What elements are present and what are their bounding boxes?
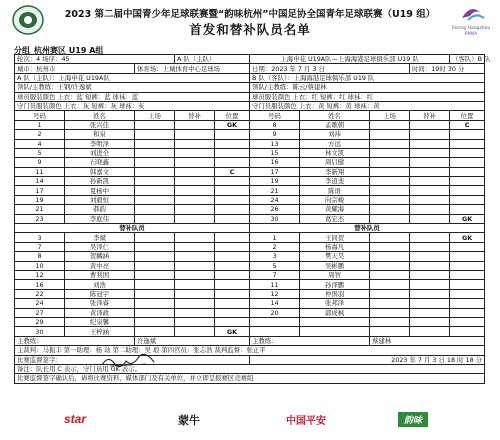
player-number: 19 [15, 195, 65, 204]
started-mark [135, 158, 175, 167]
started-mark [135, 130, 175, 139]
started-mark [370, 299, 410, 308]
player-name: 刘进全 [65, 148, 135, 157]
note-line: 备注：队长用 C 表示，守门员用 GK 表示。 [15, 364, 485, 373]
player-row [15, 280, 485, 289]
sub-mark [410, 158, 450, 167]
sub-mark [175, 252, 215, 261]
player-number: 14 [250, 299, 300, 308]
player-name: 王同贺 [300, 233, 370, 242]
started-mark [370, 317, 410, 326]
supervisor-label: 比赛监督签字： [15, 355, 250, 364]
player-position [450, 270, 485, 279]
player-name: 李明泽 [65, 139, 135, 148]
player-position [450, 148, 485, 157]
player-name: 吴彬鹏 [300, 261, 370, 270]
started-mark [370, 148, 410, 157]
player-number: 1 [250, 233, 300, 242]
started-mark [370, 167, 410, 176]
player-number: 26 [250, 205, 300, 214]
player-name: 韩嘉文 [65, 167, 135, 176]
signed-at: 2023 年 7 月 3 日 18 时 18 分 [250, 355, 485, 364]
sub-mark [410, 130, 450, 139]
player-name: 张兴佳 [65, 120, 135, 129]
col-sub-a: 替补 [175, 111, 215, 120]
sub-mark [175, 148, 215, 157]
started-mark [135, 280, 175, 289]
player-position [215, 158, 250, 167]
player-position [215, 148, 250, 157]
competition-title: 2023 第二届中国青少年足球联赛暨“韵味杭州”中国足协全国青年足球联赛（U19 组） [64, 9, 436, 20]
player-position [215, 261, 250, 270]
started-mark [370, 270, 410, 279]
player-position: C [215, 167, 250, 176]
sub-mark [410, 186, 450, 195]
sponsor-star-logo: star [64, 412, 87, 426]
player-name: 张邦泽 [300, 299, 370, 308]
col-sub-b: 替补 [410, 111, 450, 120]
officials-line: 主裁判：马振丰 第一助理：杨 劫 第二助理：吴 琅 第四官员：张志浩 裁判监督：张正平 [15, 346, 485, 355]
player-name: 曹利国 [65, 270, 135, 279]
player-row [15, 289, 485, 298]
team-a-leader: 领队/主教练：王钢/许逸斌 [15, 83, 250, 92]
team-a-kit: 球员服装颜色 上衣：蓝 短裤：蓝 球袜：蓝 [15, 92, 250, 101]
player-position [450, 130, 485, 139]
logo-right-sub: PAMA [464, 32, 478, 37]
player-number: 4 [15, 139, 65, 148]
player-position [215, 195, 250, 204]
started-mark [135, 233, 175, 242]
sub-mark [410, 280, 450, 289]
player-number: 29 [15, 317, 65, 326]
player-number: 5 [250, 261, 300, 270]
player-name: 黄中亮 [65, 261, 135, 270]
started-mark [370, 280, 410, 289]
sub-mark [410, 233, 450, 242]
player-position [450, 167, 485, 176]
player-name: 陈语 [300, 186, 370, 195]
started-mark [135, 327, 175, 336]
player-number: 22 [15, 289, 65, 298]
player-number: 12 [15, 270, 65, 279]
started-mark [135, 205, 175, 214]
player-position [215, 308, 250, 317]
player-name: 石晓鑫 [65, 158, 135, 167]
col-name-b: 姓名 [300, 111, 370, 120]
player-row [15, 317, 485, 326]
sub-mark [410, 308, 450, 317]
player-row [15, 299, 485, 308]
started-mark [370, 205, 410, 214]
sub-mark [175, 280, 215, 289]
sub-mark [175, 205, 215, 214]
player-position: C [450, 120, 485, 129]
col-name-a: 姓名 [65, 111, 135, 120]
started-mark [135, 167, 175, 176]
player-position [215, 130, 250, 139]
player-position [215, 270, 250, 279]
player-number [250, 317, 300, 326]
sub-mark [175, 270, 215, 279]
player-row [15, 261, 485, 270]
player-name: 陈冠宇 [65, 289, 135, 298]
player-number: 20 [250, 308, 300, 317]
sub-mark [175, 233, 215, 242]
player-name: 李斌 [65, 233, 135, 242]
player-row [15, 167, 485, 176]
player-position [450, 280, 485, 289]
sub-mark [175, 130, 215, 139]
started-mark [370, 308, 410, 317]
player-position [215, 205, 250, 214]
player-row [15, 177, 485, 186]
player-position [450, 289, 485, 298]
team-b-leader: 领队/主教练：陈云/蔡建林 [250, 83, 485, 92]
player-number: 27 [15, 308, 65, 317]
coach-a-name: 许逸斌 [135, 336, 250, 345]
player-name: 李新翔 [300, 167, 370, 176]
started-mark [135, 308, 175, 317]
player-name: 刘浩 [65, 280, 135, 289]
player-position [215, 177, 250, 186]
player-number: 2 [15, 130, 65, 139]
team-b-name: B 队（客队）：上海海港足球俱乐部 U19 队 [250, 73, 485, 82]
player-number: 8 [250, 120, 300, 129]
team-a-gk-kit: 守门员服装颜色 上衣：灰 短裤：灰 球袜：灰 [15, 101, 250, 110]
player-position [215, 214, 250, 223]
started-mark [135, 299, 175, 308]
player-number: 24 [15, 299, 65, 308]
player-position [450, 308, 485, 317]
player-number: 11 [15, 167, 65, 176]
player-name: 樊天昊 [300, 252, 370, 261]
player-position: GK [215, 120, 250, 129]
group-title: 分组_杭州赛区 U19 A组 [14, 46, 104, 55]
started-mark [135, 252, 175, 261]
player-number: 1 [15, 120, 65, 129]
sub-mark [410, 214, 450, 223]
player-number: 2 [250, 242, 300, 251]
player-position [215, 299, 250, 308]
player-row [15, 242, 485, 251]
player-position [450, 158, 485, 167]
player-name: 向宗峻 [300, 195, 370, 204]
player-position: GK [215, 327, 250, 336]
sub-mark [175, 167, 215, 176]
started-mark [370, 289, 410, 298]
player-name: 贺麟涵 [65, 252, 135, 261]
player-number: 3 [15, 233, 65, 242]
sub-mark [410, 270, 450, 279]
started-mark [370, 195, 410, 204]
started-mark [370, 139, 410, 148]
started-mark [135, 317, 175, 326]
player-position [450, 177, 485, 186]
team-a-name: A 队（主队）：上海申花 U19A队 [15, 73, 250, 82]
sub-mark [410, 242, 450, 251]
player-number: 19 [250, 177, 300, 186]
col-num-a: 号码 [15, 111, 65, 120]
player-number: 16 [250, 158, 300, 167]
player-number: 9 [250, 130, 300, 139]
sub-mark [410, 289, 450, 298]
player-name: 夏杨中 [65, 186, 135, 195]
player-name: 孟歌朝 [300, 120, 370, 129]
sponsor-pingan-logo: 中国平安 [286, 416, 326, 427]
started-mark [370, 158, 410, 167]
player-row [15, 327, 485, 336]
date-cell: 日期：2023 年 7 月 3 日 [250, 64, 410, 73]
sheet-title: 首发和替补队员名单 [189, 22, 311, 37]
city-cell: 城市：杭州市 [15, 64, 135, 73]
started-mark [370, 327, 410, 336]
col-on-b: 上场 [370, 111, 410, 120]
player-row [15, 139, 485, 148]
sub-mark [410, 252, 450, 261]
sub-mark [410, 205, 450, 214]
player-row [15, 308, 485, 317]
player-number: 16 [15, 280, 65, 289]
logo-right-text: Facing Hangzhou [451, 26, 491, 31]
sub-mark [410, 261, 450, 270]
player-name: 刘祎 [300, 130, 370, 139]
player-position [450, 299, 485, 308]
player-name: 周启健 [300, 158, 370, 167]
sub-mark [175, 308, 215, 317]
player-position [215, 186, 250, 195]
player-position [450, 261, 485, 270]
started-mark [135, 270, 175, 279]
player-row [15, 195, 485, 204]
started-mark [135, 148, 175, 157]
started-mark [370, 233, 410, 242]
player-number: 12 [250, 289, 300, 298]
note-line: 比赛监督签字确认后，请将比赛资料、媒体部门及有关单位，并立即呈报赛区竞赛组 [15, 374, 485, 383]
player-name [300, 327, 370, 336]
player-name: 方远 [300, 139, 370, 148]
started-mark [135, 177, 175, 186]
match-vs: 上海申花 U19A队—上海海港足球俱乐部 U19 队 [250, 55, 450, 64]
player-number [250, 327, 300, 336]
col-pos-a: 位置 [215, 111, 250, 120]
player-position [450, 195, 485, 204]
player-number: 24 [250, 195, 300, 204]
player-name: 孙泽鹏 [300, 280, 370, 289]
sub-mark [175, 242, 215, 251]
round-cell: 轮次：4 场序：45 [15, 55, 175, 64]
player-number: 30 [15, 327, 65, 336]
sponsor-mengniu-logo: 蒙牛 [178, 414, 200, 427]
sub-mark [175, 327, 215, 336]
sponsor-yunwei-logo: 韵味 [398, 412, 428, 427]
sub-mark [175, 139, 215, 148]
sub-mark [175, 186, 215, 195]
sponsor-bar [0, 404, 500, 434]
player-name: 葛宏杰 [300, 214, 370, 223]
player-number: 21 [250, 186, 300, 195]
started-mark [370, 214, 410, 223]
sub-mark [410, 317, 450, 326]
coach-b-label: 主教练： [250, 336, 370, 345]
player-name: 孙新凯 [65, 177, 135, 186]
col-num-b: 号码 [250, 111, 300, 120]
col-on-a: 上场 [135, 111, 175, 120]
player-number: 13 [250, 139, 300, 148]
player-name: 郝韵 [65, 205, 135, 214]
sub-mark [410, 195, 450, 204]
player-position [215, 289, 250, 298]
player-position [450, 205, 485, 214]
player-position: GK [450, 214, 485, 223]
player-number: 7 [15, 242, 65, 251]
started-mark [370, 242, 410, 251]
player-position [450, 327, 485, 336]
started-mark [135, 261, 175, 270]
sub-mark [175, 289, 215, 298]
player-number: 30 [250, 214, 300, 223]
team-b-gk-kit: 守门员服装颜色 上衣：黄 短裤：黄 球袜：黄 [250, 101, 485, 110]
started-mark [370, 177, 410, 186]
player-name: 刘毅恒 [65, 195, 135, 204]
supervisor-signature [100, 353, 160, 369]
player-row [15, 205, 485, 214]
sub-mark [410, 139, 450, 148]
sub-mark [175, 317, 215, 326]
player-number: 5 [15, 148, 65, 157]
player-name: 张泽睿 [65, 299, 135, 308]
player-name [300, 317, 370, 326]
started-mark [370, 130, 410, 139]
sub-mark [410, 148, 450, 157]
started-mark [135, 214, 175, 223]
player-row [15, 148, 485, 157]
sub-mark [175, 299, 215, 308]
team-b-kit: 球员服装颜色 上衣：红 短裤：红 球袜：红 [250, 92, 485, 101]
venue-cell: 体育场：上城体育中心足球场 [135, 64, 250, 73]
team-b-away-label: （客队）B 队 [450, 55, 485, 64]
sub-mark [410, 299, 450, 308]
player-number: 21 [15, 205, 65, 214]
player-number: 8 [15, 252, 65, 261]
player-position [450, 139, 485, 148]
player-name: 林文凯 [300, 148, 370, 157]
sub-mark [410, 177, 450, 186]
player-position [215, 233, 250, 242]
player-position: GK [450, 233, 485, 242]
player-number: 7 [250, 270, 300, 279]
col-pos-b: 位置 [450, 111, 485, 120]
lineup-table [14, 54, 491, 384]
player-position [450, 242, 485, 251]
player-name: 吴泽仁 [65, 242, 135, 251]
player-row [15, 214, 485, 223]
player-name: 杨海凡 [300, 242, 370, 251]
player-row [15, 130, 485, 139]
started-mark [135, 195, 175, 204]
player-name: 李庭伟 [65, 214, 135, 223]
started-mark [370, 252, 410, 261]
started-mark [135, 289, 175, 298]
sub-mark [410, 327, 450, 336]
player-name: 和泉 [65, 130, 135, 139]
player-name: 纪泉馨 [65, 317, 135, 326]
sub-mark [410, 120, 450, 129]
page-header [0, 0, 500, 40]
sub-mark [175, 195, 215, 204]
player-number: 10 [15, 261, 65, 270]
sub-mark [175, 120, 215, 129]
player-row [15, 120, 485, 129]
player-position [215, 317, 250, 326]
hangzhou-logo-icon [448, 2, 494, 38]
player-number: 14 [15, 177, 65, 186]
started-mark [370, 261, 410, 270]
player-row [15, 252, 485, 261]
player-number: 9 [15, 158, 65, 167]
player-name: 郭成枫 [300, 308, 370, 317]
player-name: 黄耀海 [300, 205, 370, 214]
started-mark [135, 139, 175, 148]
player-position [450, 317, 485, 326]
player-name: 王梓涵 [65, 327, 135, 336]
player-row [15, 158, 485, 167]
started-mark [135, 186, 175, 195]
player-number: 15 [250, 148, 300, 157]
player-row [15, 186, 485, 195]
player-position [215, 280, 250, 289]
player-number: 17 [250, 167, 300, 176]
subs-label-b: 替补队员 [250, 224, 485, 233]
player-name: 李逍斐 [300, 177, 370, 186]
started-mark [370, 120, 410, 129]
sub-mark [410, 167, 450, 176]
player-name: 黄泽政 [65, 308, 135, 317]
sub-mark [175, 177, 215, 186]
player-position [215, 252, 250, 261]
player-row [15, 270, 485, 279]
sub-mark [175, 261, 215, 270]
player-name: 仲国羽 [300, 289, 370, 298]
player-position [450, 186, 485, 195]
coach-b-name: 蔡建林 [370, 336, 485, 345]
coach-a-label: 主教练： [15, 336, 135, 345]
player-position [450, 252, 485, 261]
player-row [15, 233, 485, 242]
started-mark [135, 242, 175, 251]
player-number: 17 [15, 186, 65, 195]
player-name: 周智 [300, 270, 370, 279]
subs-label-a: 替补队员 [15, 224, 250, 233]
player-number: 23 [15, 214, 65, 223]
sub-mark [175, 158, 215, 167]
player-number: 3 [250, 252, 300, 261]
player-number: 11 [250, 280, 300, 289]
time-cell: 时间：19时 30 分 [410, 64, 485, 73]
started-mark [135, 120, 175, 129]
team-a-home-label: A 队（主队） [175, 55, 250, 64]
started-mark [370, 186, 410, 195]
sub-mark [175, 214, 215, 223]
player-position [215, 139, 250, 148]
player-position [215, 242, 250, 251]
